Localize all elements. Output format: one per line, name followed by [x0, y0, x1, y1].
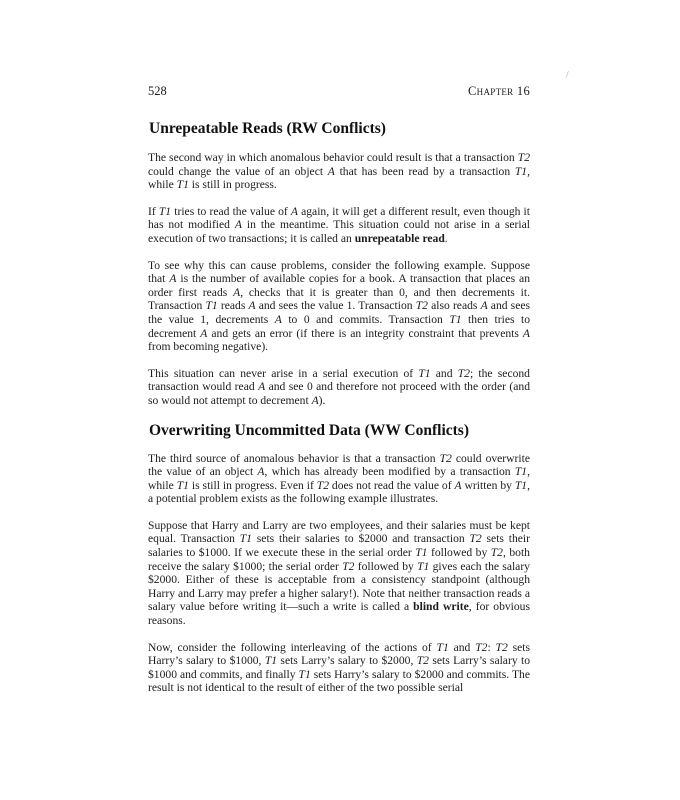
text-run: and see 0 and therefore not proceed with the order (and so would not attempt to decrement [148, 380, 531, 407]
italic-term: T2 [415, 299, 428, 313]
text-run: followed by [354, 559, 418, 573]
bold-term: unrepeatable read [354, 231, 445, 245]
italic-term: T1 [158, 204, 172, 218]
italic-term: A [234, 218, 242, 232]
section-body-unrepeatable-reads [148, 151, 530, 408]
text-run: , which has already been modified by a transaction [264, 465, 515, 479]
italic-term: T1 [436, 640, 449, 654]
italic-term: T2 [316, 478, 329, 492]
italic-term: T2 [469, 532, 482, 546]
text-run: and sees the value 1. Transaction [255, 299, 416, 313]
italic-term: A [480, 299, 488, 313]
italic-term: T2 [490, 546, 503, 560]
italic-term: A [274, 312, 282, 326]
italic-term: A [169, 272, 177, 286]
text-run: and [430, 366, 458, 380]
italic-term: A [522, 326, 530, 340]
italic-term: T2 [475, 640, 488, 654]
italic-term: T1 [417, 559, 430, 573]
text-run: in the meantime. This situation could not arise in a serial execution of two transactions; it is called an [148, 218, 530, 245]
italic-term: T1 [239, 532, 252, 546]
text-run: is the number of available copies for a book. A transaction that places an order first reads [148, 272, 530, 299]
text-run: again, it will get a different result, even though it has not modified [148, 204, 530, 232]
text-run: If [148, 204, 159, 218]
paragraph [148, 641, 530, 695]
text-run: , while [148, 465, 530, 492]
book-page [148, 84, 530, 695]
italic-term: T2 [416, 654, 429, 668]
text-run: reads [217, 299, 249, 313]
text-run: sets Larry’s salary to $2000, [277, 654, 417, 668]
text-run: is still in progress. Even if [188, 478, 317, 492]
text-run: The third source of anomalous behavior is that a transaction [148, 451, 440, 465]
italic-term: T2 [439, 451, 452, 465]
text-run: sets Harry’s salary to $1000, [148, 640, 530, 668]
italic-term: T1 [449, 312, 462, 326]
text-run: and [448, 640, 476, 654]
italic-term: T1 [205, 299, 218, 313]
italic-term: T1 [418, 366, 431, 380]
section-heading-overwriting-uncommitted-data: Overwriting Uncommitted Data (WW Conflicts) [149, 421, 469, 439]
text-run: Now, consider the following interleaving of the actions of [148, 640, 437, 654]
text-run: , while [148, 164, 531, 192]
text-run: to 0 and commits. Transaction [281, 312, 450, 326]
text-run: This situation can never arise in a serial execution of [148, 366, 419, 380]
italic-term: A [311, 393, 319, 407]
page-number: 528 [148, 84, 167, 98]
section-body-overwriting-uncommitted-data [148, 452, 530, 696]
paragraph [148, 205, 530, 246]
italic-term: A [454, 478, 462, 492]
text-run: . [444, 231, 448, 245]
text-run: and sees the value 1, decrements [148, 299, 531, 326]
text-run: sets Harry’s salary to $2000 and commits. The result is not identical to the result of either of the two possible serial [148, 667, 530, 695]
text-run: : [487, 640, 496, 654]
italic-term: T2 [517, 151, 530, 164]
text-run: does not read the value of [329, 478, 455, 492]
paragraph [148, 452, 530, 506]
italic-term: A [258, 380, 266, 394]
text-run: , a potential problem exists as the following example illustrates. [148, 478, 531, 506]
text-run: then tries to decrement [148, 312, 530, 340]
italic-term: T2 [495, 640, 508, 654]
text-run: that has been read by a transaction [334, 164, 515, 178]
italic-term: T2 [342, 559, 355, 573]
text-run: could overwrite the value of an object [148, 451, 530, 479]
italic-term: T1 [176, 178, 189, 192]
text-run: could change the value of an object [148, 164, 328, 178]
section-heading-unrepeatable-reads: Unrepeatable Reads (RW Conflicts) [149, 120, 386, 137]
italic-term: A [200, 326, 208, 340]
paragraph [148, 259, 530, 354]
italic-term: T1 [298, 667, 311, 681]
paragraph [148, 367, 530, 408]
italic-term: A [257, 465, 265, 479]
text-run: is still in progress. [188, 178, 277, 192]
text-run: sets their salaries to $2000 and transaction [251, 532, 470, 546]
text-run: The second way in which anomalous behavior could result is that a transaction [148, 151, 518, 164]
bold-term: blind write [413, 600, 469, 614]
text-run: tries to read the value of [171, 204, 291, 218]
text-run: also reads [427, 299, 481, 313]
text-run: ; the second transaction would read [148, 366, 530, 394]
text-run: To see why this can cause problems, consider the following example. Suppose that [148, 258, 530, 286]
text-run: from becoming negative). [148, 340, 269, 354]
margin-mark: / [566, 70, 569, 79]
italic-term: A [233, 285, 241, 299]
text-run: , checks that it is greater than 0, and then decrements it. Transaction [148, 285, 530, 313]
text-run: followed by [427, 546, 491, 560]
italic-term: A [327, 164, 335, 178]
text-run: Suppose that Harry and Larry are two employees, and their salaries must be kept equal. Transaction [148, 518, 530, 546]
text-run: written by [461, 478, 515, 492]
paragraph [148, 151, 530, 192]
text-run: , for obvious reasons. [148, 600, 530, 628]
italic-term: A [248, 299, 256, 313]
italic-term: T2 [457, 366, 470, 380]
italic-term: T1 [415, 546, 428, 560]
italic-term: T1 [514, 465, 528, 479]
text-run: , both receive the salary $1000; the serial order [148, 546, 530, 573]
text-run: sets their salaries to $1000. If we execute these in the serial order [148, 532, 530, 560]
running-head [148, 84, 530, 102]
italic-term: T1 [514, 164, 528, 178]
text-run: gives each the salary $2000. Either of these is acceptable from a consistency standpoint (although Harry and Larry may prefer a higher salary!). Note that neither transaction reads a salary value before writing it—such a write is called a [148, 559, 530, 614]
italic-term: T1 [176, 478, 189, 492]
italic-term: T1 [264, 654, 278, 668]
text-run: ). [318, 393, 326, 407]
text-run: and gets an error (if there is an integrity constraint that prevents [207, 326, 523, 340]
italic-term: A [290, 204, 298, 218]
italic-term: T1 [514, 478, 528, 492]
paragraph [148, 519, 530, 628]
text-run: sets Larry’s salary to $1000 and commits, and finally [148, 654, 530, 681]
chapter-label: Chapter 16 [468, 84, 530, 98]
